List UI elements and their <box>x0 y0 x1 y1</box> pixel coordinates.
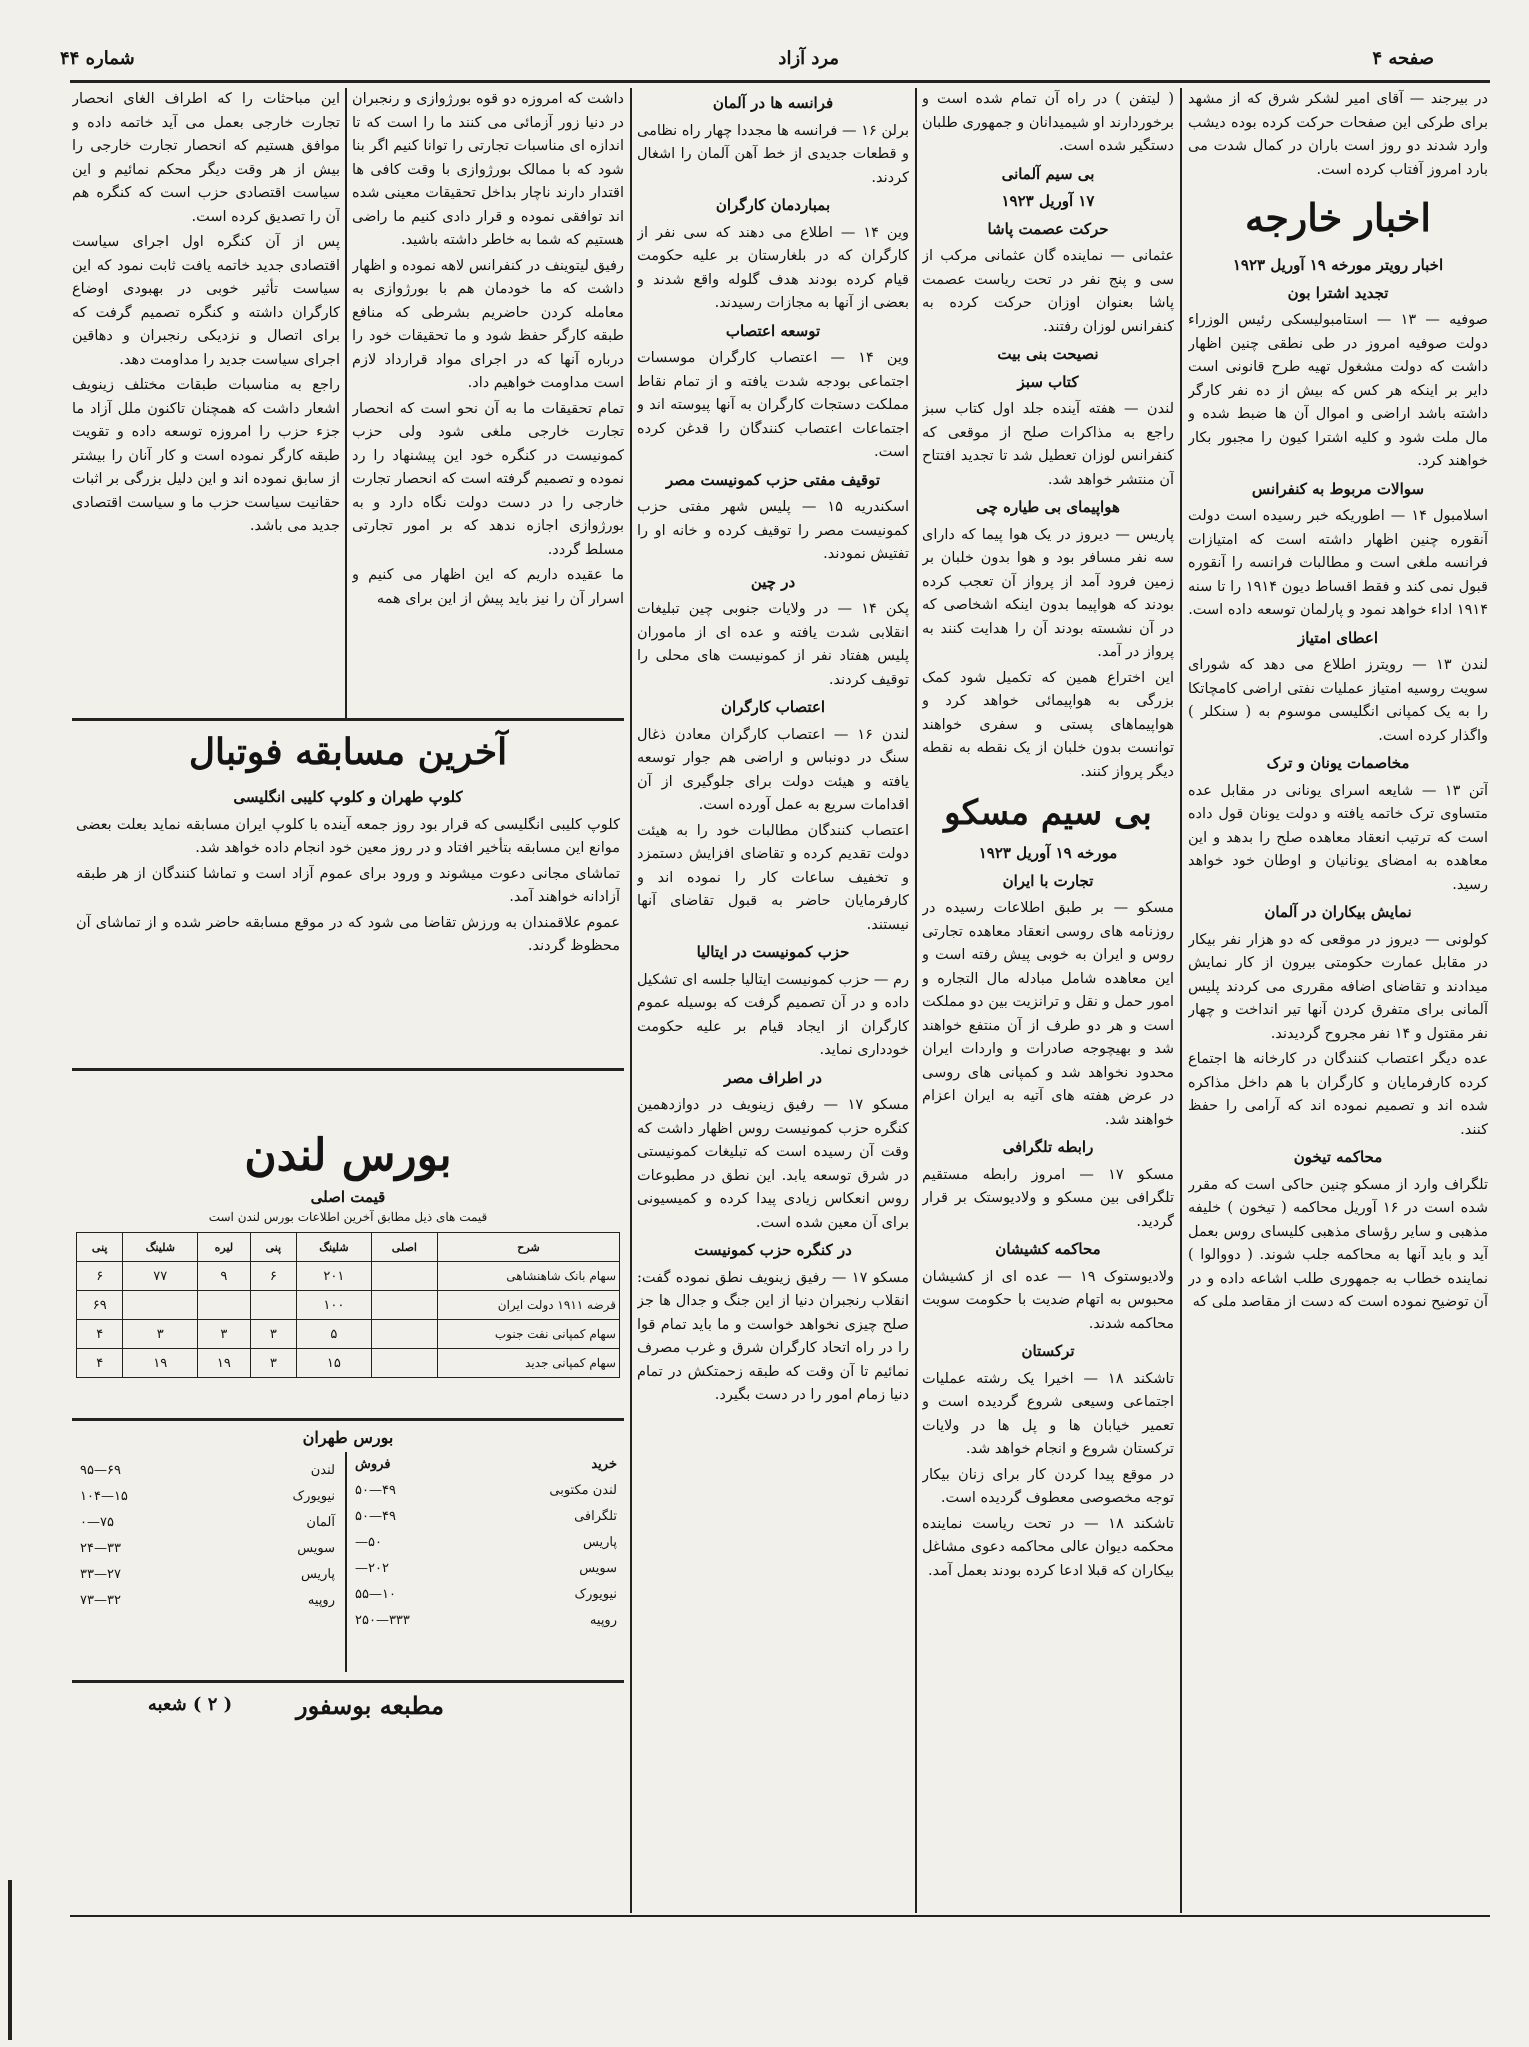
news-paragraph: پکن ۱۴ — در ولایات جنوبی چین تبلیغات انقلابی شدت یافته و عده ای از ماموران پلیس هفتاد نفر از کمونیست های محلی را توقیف کردند. <box>637 601 909 688</box>
news-paragraph: اعتصاب کنندگان مطالبات خود را به هیئت دولت تقدیم کرده و تقاضای افزایش دستمزد و تخفیف ساعات کار را نموده اند و کارفرمایان حاضر به قبول تقاضای آنها نیستند. <box>637 822 909 933</box>
table-cell: ۶ <box>250 1262 296 1291</box>
news-heading: توقیف مفتی حزب کمونیست مصر <box>665 470 881 489</box>
exchange-rate: ۱۵—۱۰۴ <box>80 1489 128 1504</box>
section-rule <box>72 1680 624 1683</box>
bottom-rule <box>70 1915 1490 1917</box>
news-paragraph: عثمانی — نماینده گان عثمانی مرکب از سی و پنج نفر در تحت ریاست عصمت پاشا بعنوان اوزان حرکت کرده به کنفرانس لوزان رفتند. <box>922 248 1174 335</box>
bourse-title: بورس لندن <box>244 1130 452 1181</box>
table-cell <box>371 1320 437 1349</box>
news-heading: محاکمه تیخون <box>1293 1148 1383 1166</box>
exchange-rate: ۷۵—۰ <box>80 1515 114 1530</box>
table-cell <box>371 1262 437 1291</box>
news-paragraph: تماشای مجانی دعوت میشوند و ورود برای عموم آزاد است و تماشا کنندگان از هر طبقه آزادانه خواهند آمد. <box>76 865 620 905</box>
security-name: سهام کمپانی جدید <box>438 1349 620 1378</box>
currency-name: پاریس <box>300 1567 335 1582</box>
exchange-rate: ۵۰— <box>355 1535 382 1550</box>
masthead-rule <box>70 80 1490 83</box>
news-paragraph: در موقع پیدا کردن کار برای زنان بیکار توجه مخصوصی معطوف گردیده است. <box>922 1466 1174 1506</box>
news-heading: در اطراف مصر <box>724 1068 822 1087</box>
news-paragraph: راجع به مناسبات طبقات مختلف زینویف اشعار داشت که همچنان تاکنون ملل آزاد ما جزء حزب را امروزه توسعه داده و تقویت طبقه کارگر نموده است و کار آنان را بیشتر از سابق نموده اند و این دلیل بزرگی بر اثبات حقانیت سیاست حزب ما و سیاست اقتصادی جدید می باشد. <box>72 377 340 534</box>
buy-header: خرید <box>591 1457 617 1472</box>
sell-header: فروش <box>355 1457 391 1472</box>
congress-column <box>352 88 624 713</box>
news-heading: هواپیمای بی طیاره چی <box>976 498 1120 516</box>
table-row <box>77 1262 620 1291</box>
news-paragraph: کلوپ کلیبی انگلیسی که قرار بود روز جمعه آینده با کلوپ ایران مسابقه نماید بعلت بعضی موانع این مسابقه بتأخیر افتاد و در روز معین خود انجام داده خواهد شد. <box>76 816 620 856</box>
news-paragraph: رفیق لیتوینف در کنفرانس لاهه نموده و اظهار داشت که ما خودمان هم با بورژوازی به معامله کردن حاضریم بشرطی که منافع طبقه کارگر حفظ شود و ما تحقیقات خود را درباره آنها که در اجرای مواد قرارداد لازم است مداومت خواهیم داد. <box>352 257 624 391</box>
news-heading: در کنگره حزب کمونیست <box>694 1241 852 1259</box>
column-divider <box>1180 88 1182 1913</box>
section-rule <box>72 1068 624 1071</box>
news-paragraph: پس از آن کنگره اول اجرای سیاست اقتصادی جدید خاتمه یافت ثابت نمود که این سیاست تأثیر خوبی در بهبودی اوضاع کارگران داشته و کنگره تصمیم گرفت که برای اتصال و نزدیکی رنجبران و دهاقین اجرای سیاست جدید را مداومت دهد. <box>72 234 340 368</box>
europe-news-column <box>637 88 909 1913</box>
news-paragraph: صوفیه — ۱۳ — استامبولیسکی رئیس الوزراء دولت صوفیه امروز در طی نطقی چنین اظهار داشت که دولت مشغول تهیه طرح قانونی است دایر بر اینکه هر کس که بیش از ده نفر کارگر داشته باشد اراضی و اموال آن ها ضبط شده و مال ملت شود و کلیه اشترا کیون را مجبور بکار خواهند کرد. <box>1188 312 1488 469</box>
news-heading: فرانسه ها در آلمان <box>712 94 834 112</box>
security-name: سهام بانک شاهنشاهی <box>438 1262 620 1291</box>
exchange-rate: ۳۲—۷۳ <box>80 1593 121 1608</box>
exchange-row <box>355 1608 617 1634</box>
exchange-head-row <box>355 1452 617 1478</box>
news-heading: اعطای امتیاز <box>1297 628 1379 647</box>
news-paragraph: لندن — هفته آینده جلد اول کتاب سبز راجع به مذاکرات صلح از موقعی که کنفرانس لوزان تعطیل شد تا تجدید افتتاح آن منتشر خواهد شد. <box>922 401 1174 488</box>
section-rule <box>72 1418 624 1421</box>
security-name: قرضه ۱۹۱۱ دولت ایران <box>438 1291 620 1320</box>
exchange-right-list <box>355 1452 617 1634</box>
exchange-row <box>80 1484 335 1510</box>
issue-number: شماره ۴۴ <box>60 48 135 69</box>
currency-name: سویس <box>579 1561 617 1576</box>
table-cell: ۱۵ <box>297 1349 372 1378</box>
exchange-row <box>355 1478 617 1504</box>
table-cell: ۵ <box>297 1320 372 1349</box>
table-cell <box>250 1291 296 1320</box>
news-heading: کتاب سبز <box>1017 372 1079 391</box>
table-cell: ۴ <box>77 1320 123 1349</box>
exchange-divider <box>345 1452 347 1672</box>
exchange-title: بورس طهران <box>302 1428 394 1447</box>
column-header: شرح <box>438 1233 620 1262</box>
exchange-row <box>355 1582 617 1608</box>
wireless-news-column <box>922 88 1174 1913</box>
news-heading: محاکمه کشیشان <box>995 1240 1101 1258</box>
table-cell: ۹ <box>198 1262 250 1291</box>
news-paragraph: پاریس — دیروز در یک هوا پیما که دارای سه نفر مسافر بود و هوا بدون خلبان بر زمین فرود آمد از پرواز آن تعجب کرده بودند که هواپیما بدون اینکه اشخاصی که در آن نشسته بودند آن را هدایت کنند به پرواز در آمد. <box>922 526 1174 660</box>
news-heading: ترکستان <box>1021 1342 1075 1360</box>
news-heading: مخاصمات یونان و ترک <box>1266 754 1410 772</box>
news-paragraph: این مباحثات را که اطراف الغای انحصار تجارت خارجی بعمل می آید خاتمه داده و موافق هستیم که انحصار تجارت خارجی را بیش از هر وقت دیگر محکم نمائیم و این سیاست اقتصادی حزب است که کنگره هم آن را تصدیق کرده است. <box>72 91 340 225</box>
news-paragraph: لندن ۱۶ — اعتصاب کارگران معادن ذغال سنگ در دونباس و اراضی هم جوار توسعه یافته و هیئت دولت برای جلوگیری از آن اقدامات سریع به عمل آورده است. <box>637 726 909 813</box>
news-paragraph: کولونی — دیروز در موقعی که دو هزار نفر بیکار در مقابل عمارت حکومتی بیرون از کار نمایش میدادند و تقاضای اضافه مقرری می کردند پلیس آلمانی برای متفرق کردن آنها تیر انداخت و چهار نفر مقتول و ۱۴ نفر مجروح گردیدند. <box>1188 931 1488 1042</box>
news-paragraph: مسکو — بر طبق اطلاعات رسیده در روزنامه های روسی انعقاد معاهده تجارتی روس و ایران به خوبی پیش رفته است و این معاهده شامل مبادله مال التجاره و امور حمل و نقل و ترانزیت بین دو مملکت است و هر دو طرف از آن منتفع خواهند شد و بهیچوجه صادرات و واردات ایران محدود نخواهد شد و کمپانی های روسی در عرض هفته های آتیه به ایران اعزام خواهند شد. <box>922 900 1174 1128</box>
exchange-row <box>80 1562 335 1588</box>
football-teams: کلوپ طهران و کلوپ کلیبی انگلیسی <box>233 788 463 806</box>
wireless-title: بی سیم آلمانی <box>1001 164 1095 183</box>
table-cell <box>123 1291 198 1320</box>
column-header: پنی <box>77 1233 123 1262</box>
printer-name: مطبعه بوسفور <box>296 1691 444 1720</box>
economic-policy-column <box>72 88 340 713</box>
column-divider <box>345 88 347 718</box>
table-row <box>77 1349 620 1378</box>
news-paragraph: وین ۱۴ — اعتصاب کارگران موسسات اجتماعی بودجه شدت یافته و از تمام نقاط مملکت دستجات کارگران به آنها پیوسته اند و اجتماعات اعتصاب کنندگان را قدغن کرده است. <box>637 350 909 460</box>
table-cell <box>371 1349 437 1378</box>
exchange-rate: ۲۰۲— <box>355 1561 389 1576</box>
news-paragraph: اسکندریه ۱۵ — پلیس شهر مفتی حزب کمونیست مصر را توقیف کرده و خانه او را تفتیش نمودند. <box>637 499 909 562</box>
news-paragraph: مسکو ۱۷ — رفیق زینویف در دوازدهمین کنگره حزب کمونیست روس اظهار داشت که وقت آن رسیده است که تبلیغات کمونیستی در شرق توسعه یابد. این نطق در مطبوعات روس انعکاس زیادی پیدا کرده و کمیسیونی برای آن معین شده است. <box>637 1097 909 1231</box>
news-paragraph: تمام تحقیقات ما به آن نحو است که انحصار تجارت خارجی ملغی شود ولی حزب کمونیست در کنگره خود این پیشنهاد را رد نموده و تصمیم گرفته است که انحصار تجارت خارجی را در دست دولت نگاه دارد و به بورژوازی اجازه ندهد که بر امور تجارتی مسلط گردد. <box>352 400 624 558</box>
exchange-rate: ۶۹—۹۵ <box>80 1463 121 1478</box>
column-header: شلینگ <box>297 1233 372 1262</box>
bourse-subtitle: قیمت اصلی <box>310 1188 386 1206</box>
paper-name: مرد آزاد <box>778 48 839 69</box>
column-header: پنی <box>250 1233 296 1262</box>
section-rule <box>72 718 624 721</box>
table-cell: ۱۰۰ <box>297 1291 372 1320</box>
table-cell: ۶ <box>77 1262 123 1291</box>
table-cell: ۷۷ <box>123 1262 198 1291</box>
football-title: آخرین مسابقه فوتبال <box>188 731 508 773</box>
exchange-rate: ۳۳—۲۴ <box>80 1541 121 1556</box>
news-paragraph: لندن ۱۳ — رویترز اطلاع می دهد که شورای سویت روسیه امتیاز عملیات نفتی اراضی کامچاتکا را به یک کمپانی انگلیسی موسوم به ( سنکلر ) واگذار کرده است. <box>1188 657 1488 744</box>
page-number: صفحه ۴ <box>1372 48 1434 69</box>
currency-name: لندن <box>310 1463 335 1478</box>
bourse-table <box>76 1232 620 1378</box>
news-heading: در چین <box>750 572 796 591</box>
exchange-row <box>355 1530 617 1556</box>
football-article <box>76 782 620 1062</box>
column-divider <box>915 88 917 1913</box>
currency-name: نیویورک <box>574 1587 617 1602</box>
news-paragraph: اسلامبول ۱۴ — اطوریکه خبر رسیده است دولت آنقوره چنین اظهار داشته است که امتیازات فرانسه ملغی است و مطالبات فرانسه را آنقوره قبول نمی کند و فقط اقساط دیون ۱۹۱۴ را تا سنه ۱۹۱۴ اداء خواهد نمود و پارلمان توسعه داده است. <box>1188 508 1488 618</box>
exchange-left-list <box>80 1458 335 1614</box>
exchange-rate: ۲۷—۳۳ <box>80 1567 121 1582</box>
news-paragraph: مسکو ۱۷ — رفیق زینویف نطق نموده گفت: انقلاب رنجبران دنیا از این جنگ و جدال ها جز صلح چیزی نخواهد خواست و ما باید تمام قوا را در راه اتحاد کارگران شرق و غرب مصرف نمائیم تا آن وقت که طبقه زحمتکش در تمام دنیا زمام امور را در دست بگیرد. <box>637 1269 909 1403</box>
news-paragraph: برلن ۱۶ — فرانسه ها مجددا چهار راه نظامی و قطعات جدیدی از خط آهن آلمان را اشغال کردند. <box>637 122 909 186</box>
news-heading: توسعه اعتصاب <box>725 321 821 340</box>
news-paragraph: داشت که امروزه دو قوه بورژوازی و رنجبران در دنیا زور آزمائی می کنند ما را است که تا اندازه ای مناسبات تجارتی را توانا کنیم اگر بنا شود که با ممالک بورژوازی با وقت کافی ها اقتدار دارند ناچار بداخل تحقیقات معینی شده اند توافقی نموده و قرار دادی کنیم ما راضی هستیم که شما به خاطر داشته باشید. <box>352 91 624 248</box>
news-paragraph: ما عقیده داریم که این اظهار می کنیم و اسرار آن را نیز باید پیش از این برای همه <box>352 567 624 607</box>
exchange-rate: ۴۹—۵۰ <box>355 1483 396 1498</box>
table-cell <box>371 1291 437 1320</box>
exchange-row <box>80 1536 335 1562</box>
news-heading: حزب کمونیست در ایتالیا <box>696 943 850 961</box>
news-heading: تجارت با ایران <box>1002 871 1094 890</box>
news-paragraph: تاشکند ۱۸ — در تحت ریاست نماینده محکمه دیوان عالی محاکمه دعوی مشاغل بیکاران که قبلا ادعا کرده بودند بعمل آمد. <box>922 1515 1174 1579</box>
exchange-row <box>355 1504 617 1530</box>
news-paragraph: تلگراف وارد از مسکو چنین حاکی است که مقرر شده است در ۱۶ آوریل محاکمه ( تیخون ) خلیفه مذهبی و سایر رؤسای مذهبی کلیسای روس بعمل آید و باید آنها به محاکمه جلب شوند. ( دووالوا ) نماینده خطاب به جمهوری طلب اشاعه داده و در آن توضیح نموده است که دست از مقاصد ملی که <box>1188 1176 1488 1310</box>
exchange-row <box>80 1588 335 1614</box>
table-row <box>77 1320 620 1349</box>
news-paragraph: این اختراع همین که تکمیل شود کمک بزرگی به هواپیمائی خواهد کرد و هواپیماهای پستی و سفری خواهند توانست بدون خلبان از یک نقطه به نقطه دیگر پرواز کنند. <box>922 669 1174 780</box>
security-name: سهام کمپانی نفت جنوب <box>438 1320 620 1349</box>
table-cell: ۲۰۱ <box>297 1262 372 1291</box>
foreign-news-title: اخبار خارجه <box>1245 195 1431 240</box>
printer-branch: ( ۲ ) شعبه <box>147 1694 233 1715</box>
column-divider <box>630 88 632 1913</box>
table-cell: ۳ <box>123 1320 198 1349</box>
news-paragraph: ولادیوستوک ۱۹ — عده ای از کشیشان محبوس به اتهام ضدیت با حکومت سویت محاکمه شدند. <box>922 1268 1174 1332</box>
table-row <box>77 1291 620 1320</box>
news-heading: نصیحت بنی بیت <box>997 345 1099 363</box>
table-cell: ۳ <box>198 1320 250 1349</box>
bourse-header-row <box>77 1233 620 1262</box>
moscow-dateline: مورخه ۱۹ آوریل ۱۹۲۳ <box>978 844 1118 862</box>
foreign-news-column <box>1188 88 1488 1913</box>
news-heading: تجدید اشترا بون <box>1287 283 1389 302</box>
column-header: اصلی <box>371 1233 437 1262</box>
news-heading: حرکت عصمت پاشا <box>987 219 1109 238</box>
news-paragraph: عموم علاقمندان به ورزش تقاضا می شود که در موقع مسابقه حاضر شده و از تماشای آن محظوظ گردند. <box>76 914 620 954</box>
currency-name: روپیه <box>589 1613 617 1628</box>
news-paragraph: رم — حزب کمونیست ایتالیا جلسه ای تشکیل داده و در آن تصمیم گرفت که بوسیله عموم کارگران از ایجاد قیام بر علیه حکومت خودداری نماید. <box>637 971 909 1058</box>
exchange-rate: ۳۳۳—۲۵۰ <box>355 1613 410 1628</box>
currency-name: تلگرافی <box>574 1509 617 1524</box>
bourse-note: قیمت های ذیل مطابق آخرین اطلاعات بورس لندن است <box>208 1210 488 1224</box>
news-heading: اعتصاب کارگران <box>720 698 826 716</box>
bir-jand-item: در بیرجند — آقای امیر لشکر شرق که از مشهد برای طرکی این صفحات حرکت کرده بوده دیشب وارد شدند دو روز است باران در کمال شدت می بارد امروز آفتاب کرده است. <box>1188 91 1488 178</box>
news-heading: نمایش بیکاران در آلمان <box>1264 903 1412 921</box>
exchange-rate: ۱۰—۵۵ <box>355 1587 396 1602</box>
currency-name: نیویورک <box>292 1489 335 1504</box>
table-cell: ۴ <box>77 1349 123 1378</box>
news-paragraph: تاشکند ۱۸ — اخیرا یک رشته عملیات اجتماعی وسیعی شروع گردیده است و تعمیر خیابان ها و پل ها در ولایات ترکستان شروع و انجام خواهد شد. <box>922 1370 1174 1457</box>
news-paragraph: ( لیتفن ) در راه آن تمام شده است و برخوردارند او شیمیدانان و جمهوری طلبان دستگیر شده است. <box>922 91 1174 154</box>
exchange-row <box>80 1510 335 1536</box>
currency-name: لندن مکتوبی <box>549 1483 617 1498</box>
news-paragraph: عده دیگر اعتصاب کنندگان در کارخانه ها اجتماع کرده کارفرمایان و کارگران با هم داخل مذاکره شده اند و تصمیم نموده اند که آرامی را حفظ کنند. <box>1188 1051 1488 1138</box>
exchange-rate: ۴۹—۵۰ <box>355 1509 396 1524</box>
column-header: شلینگ <box>123 1233 198 1262</box>
column-header: لیره <box>198 1233 250 1262</box>
exchange-row <box>80 1458 335 1484</box>
moscow-wireless-title: بی سیم مسکو <box>944 793 1152 833</box>
exchange-row <box>355 1556 617 1582</box>
news-heading: رابطه تلگرافی <box>1002 1138 1094 1156</box>
currency-name: روپیه <box>307 1593 335 1608</box>
table-cell: ۳ <box>250 1320 296 1349</box>
page-edge-mark <box>8 1880 12 2040</box>
news-paragraph: وین ۱۴ — اطلاع می دهند که سی نفر از کارگران که در بلغارستان بر علیه حکومت قیام کرده بودند هدف گلوله واقع شدند و بعضی از آنها به مجازات رسیدند. <box>637 224 909 311</box>
news-paragraph: آتن ۱۳ — شایعه اسرای یونانی در مقابل عده متساوی ترک خاتمه یافته و دولت یونان قول داده است که ترتیب انعقاد معاهده صلح را بدهد و این معاهده به امضای یونانیان و اوطان خود خواهد رسید. <box>1188 782 1488 893</box>
currency-name: آلمان <box>306 1515 335 1530</box>
news-heading: بمباردمان کارگران <box>715 196 831 214</box>
table-cell: ۱۹ <box>198 1349 250 1378</box>
table-cell: ۱۹ <box>123 1349 198 1378</box>
table-cell <box>198 1291 250 1320</box>
wireless-dateline: ۱۷ آوریل ۱۹۲۳ <box>1001 192 1095 210</box>
currency-name: سویس <box>297 1541 335 1556</box>
table-cell: ۶۹ <box>77 1291 123 1320</box>
currency-name: پاریس <box>582 1535 617 1550</box>
news-heading: سوالات مربوط به کنفرانس <box>1251 479 1425 498</box>
news-paragraph: مسکو ۱۷ — امروز رابطه مستقیم تلگرافی بین مسکو و ولادیوستک بر قرار گردید. <box>922 1166 1174 1230</box>
reuters-dateline: اخبار رویتر مورخه ۱۹ آوریل ۱۹۲۳ <box>1232 256 1444 274</box>
table-cell: ۳ <box>250 1349 296 1378</box>
